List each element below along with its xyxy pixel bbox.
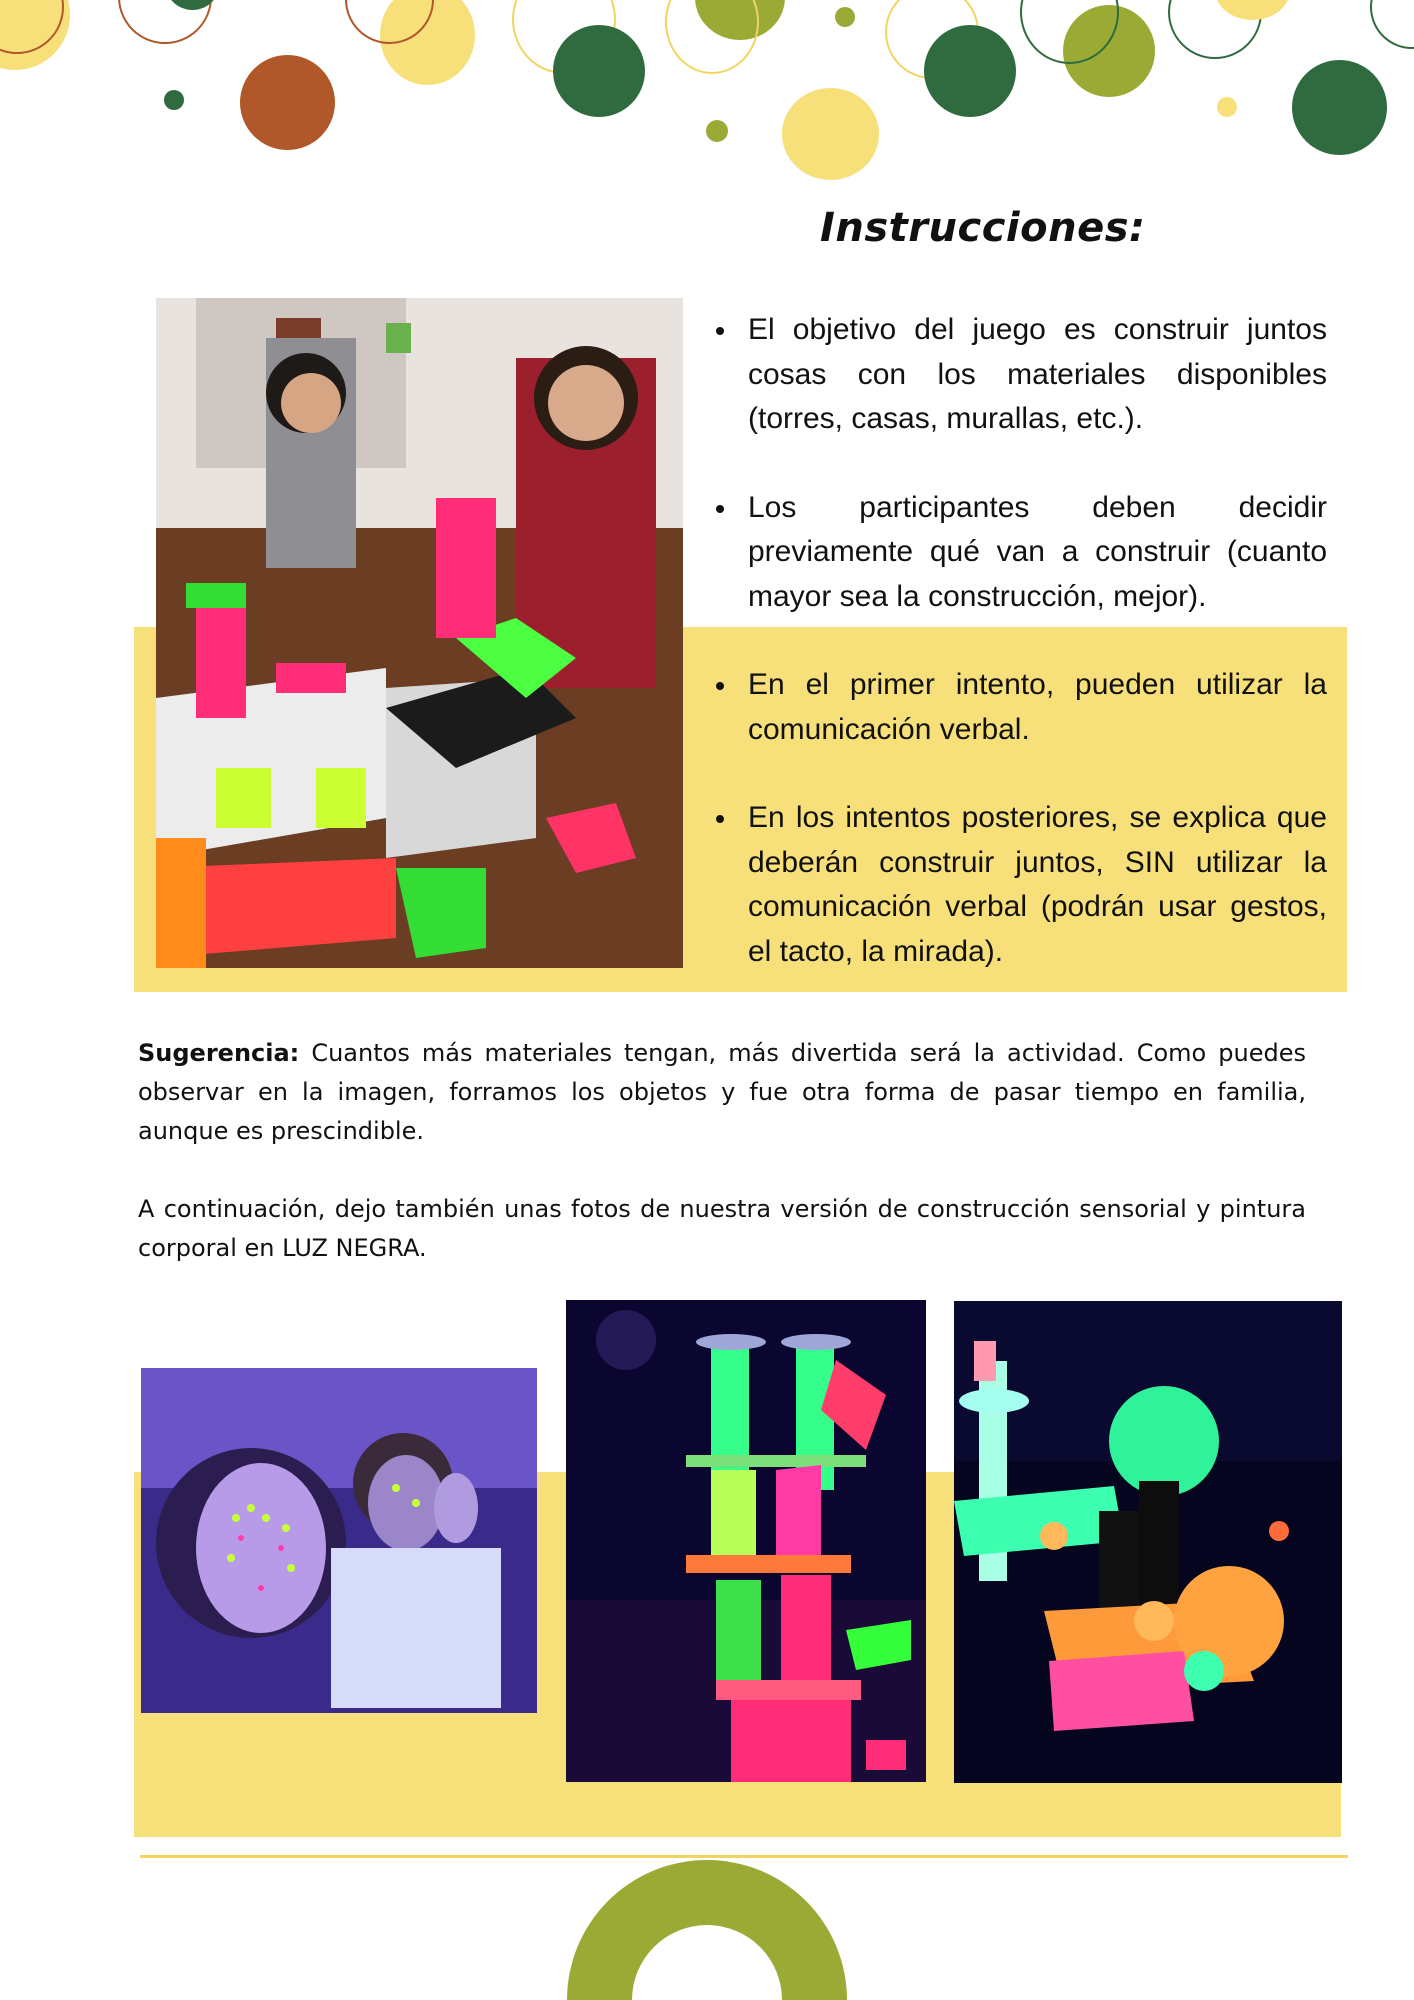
instruction-item: Los participantes deben decidir previamente qué van a construir (cuanto mayor sea la construcción, mejor).	[712, 486, 1327, 620]
photo-face-paint	[141, 1368, 537, 1713]
decor-circle	[782, 88, 879, 180]
photo-neon-tower	[566, 1300, 926, 1782]
page-title: Instrucciones:	[820, 205, 1146, 251]
footer-arc-decoration	[567, 1858, 847, 2000]
decor-circle	[240, 55, 335, 150]
instruction-item: En el primer intento, pueden utilizar la comunicación verbal.	[712, 663, 1327, 752]
decor-ring	[665, 0, 759, 74]
decor-ring	[1370, 0, 1414, 49]
photo-building-tower	[156, 298, 683, 968]
instruction-item: En los intentos posteriores, se explica que deberán construir juntos, SIN utilizar la comunicación verbal (podrán usar gestos, el tacto, la mirada).	[712, 796, 1327, 974]
photo-neon-construction	[954, 1301, 1342, 1783]
decor-circle	[924, 25, 1016, 117]
decor-circle	[835, 7, 855, 27]
decor-circle	[553, 25, 645, 117]
decor-circle	[706, 120, 728, 142]
decor-circle	[164, 90, 184, 110]
suggestion-text: Cuantos más materiales tengan, más divertida será la actividad. Como puedes observar en la imagen, forramos los objetos y fue otra forma de pasar tiempo en familia, aunque es prescindible.	[138, 1039, 1306, 1145]
decor-circle	[1292, 60, 1387, 155]
suggestion-paragraph	[138, 1034, 1306, 1151]
instructions-list	[712, 308, 1327, 1018]
continuation-paragraph: A continuación, dejo también unas fotos de nuestra versión de construcción sensorial y pintura corporal en LUZ NEGRA.	[138, 1195, 1306, 1262]
decor-circle	[1217, 97, 1237, 117]
instruction-item: El objetivo del juego es construir juntos cosas con los materiales disponibles (torres, casas, murallas, etc.).	[712, 308, 1327, 442]
suggestion-label: Sugerencia:	[138, 1039, 300, 1067]
